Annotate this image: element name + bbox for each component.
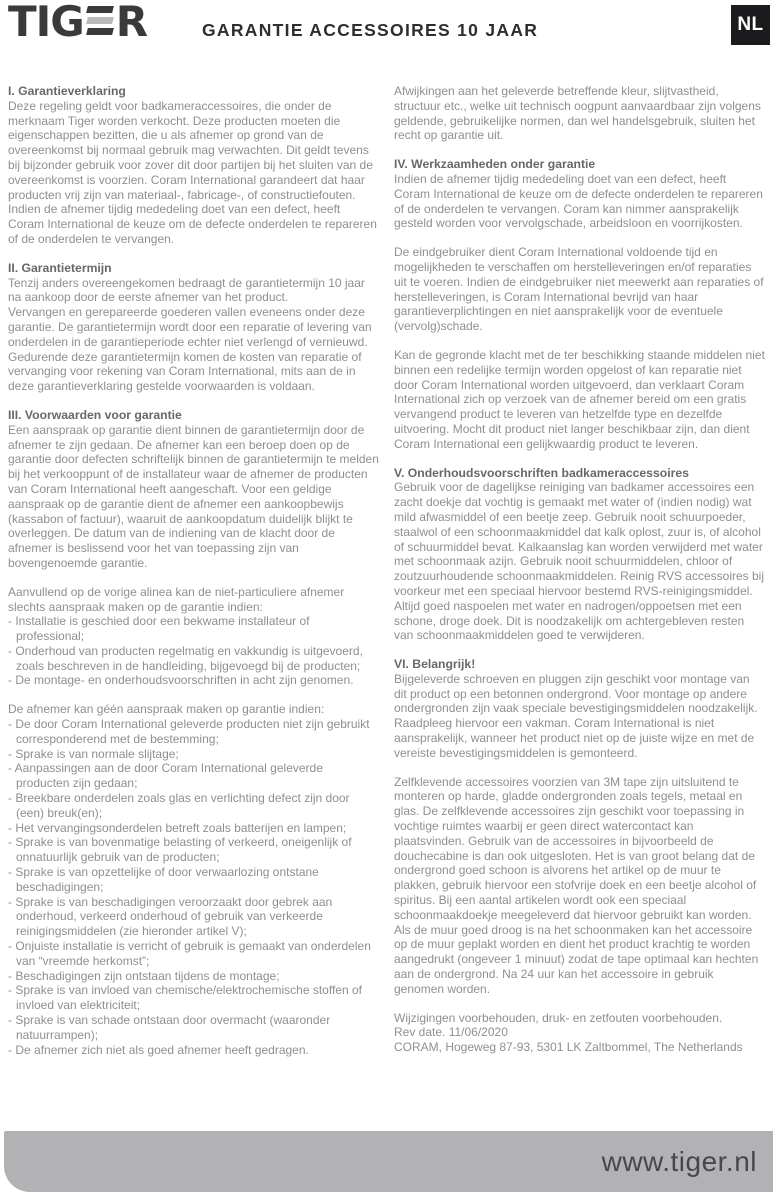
list-item: - Sprake is van opzettelijke of door verwaarlozing ontstane beschadigingen;: [8, 865, 379, 895]
list-item: - De montage- en onderhoudsvoorschriften in acht zijn genomen.: [8, 673, 379, 688]
conditions-list: [8, 614, 379, 688]
paragraph: Vervangen en gerepareerde goederen vallen eveneens onder deze garantie. De garantietermijn wordt door een reparatie of levering van onderdelen in de garantieperiode echter niet verlengd of vernieuwd.: [8, 305, 372, 349]
section-heading: III. Voorwaarden voor garantie: [8, 407, 182, 422]
section-werkzaamheden: [394, 157, 765, 451]
paragraph: Gebruik voor de dagelijkse reiniging van badkamer accessoires een zacht doekje dat vochtig is gemaakt met water of (indien nodig) wat mild afwasmiddel of een beetje zeep. Gebruik nooit schuurpoeder, staalwol of een schoonmaakmiddel dat kalk oplost, zuur is, of alcohol of schuurmiddel bevat. Kalkaanslag kan worden verwijderd met water met schoonmaak azijn. Gebruik nooit schuurmiddelen, chloor of zoutzuurhoudende schoonmaakmiddelen. Reinig RVS accessoires bij voorkeur met een speciaal hiervoor bestemd RVS-reinigingsmiddel. Altijd goed naspoelen met water en nadrogen/oppoetsen met een schone, droge doek. Dit is noodzakelijk om achtergebleven resten van schoonmaakmiddelen goed te verwijderen.: [394, 480, 764, 643]
list-item: - De door Coram International geleverde producten niet zijn gebruikt corresponderend met de bestemming;: [8, 717, 379, 747]
section-voorwaarden-vervolg: [394, 84, 765, 143]
website-url: www.tiger.nl: [601, 1145, 757, 1177]
closing-notes: [394, 1011, 765, 1055]
page-title: GARANTIE ACCESSOIRES 10 JAAR: [202, 20, 539, 40]
list-item: - De afnemer zich niet als goed afnemer heeft gedragen.: [8, 1043, 379, 1058]
rev-date: Rev date. 11/06/2020: [394, 1025, 508, 1040]
paragraph: Afwijkingen aan het geleverde betreffende kleur, slijtvastheid, structuur etc., welke uit technisch oogpunt aanvaardbaar zijn volgens geldende, gebruikelijke normen, dan wel handelsgebruik, sluiten het recht op garantie uit.: [394, 84, 761, 143]
list-item: - Onderhoud van producten regelmatig en vakkundig is uitgevoerd, zoals beschreven in de handleiding, bijgevoegd bij de producten;: [8, 644, 379, 674]
paragraph: Bijgeleverde schroeven en pluggen zijn geschikt voor montage van dit product op een betonnen ondergrond. Voor montage op andere ondergronden zijn vaak speciale bevestigingsmiddelen noodzakelijk. Raadpleeg hiervoor een vakman. Coram International is niet aansprakelijk, wanneer het product niet op de juiste wijze en met de vereiste bevestigingsmiddelen is gemonteerd.: [394, 671, 758, 760]
section-voorwaarden: [8, 408, 379, 1057]
section-garantieverklaring: [8, 84, 379, 247]
list-item: - Sprake is van normale slijtage;: [8, 747, 379, 762]
paragraph: Zelfklevende accessoires voorzien van 3M tape zijn uitsluitend te monteren op harde, gladde ondergronden zoals tegels, metaal en glas. De zelfklevende accessoires zijn geschikt voor toepassing in vochtige ruimtes waarbij er geen direct watercontact kan plaatsvinden. Gebruik van de accessoires in bijvoorbeeld de douchecabine is dan ook uitgesloten. Het is van groot belang dat de ondergrond goed schoon is alvorens het artikel op de muur te plakken, gebruik hiervoor een stofvrije doek en een beetje alcohol of spiritus. Bij een aantal artikelen wordt ook een speciaal schoonmaakdoekje meegeleverd dat hiervoor gebruikt kan worden. Als de muur goed droog is na het schoonmaken kan het accessoire op de muur geplakt worden en dient het product krachtig te worden aangedrukt (ongeveer 1 minuut) zodat de tape optimaal kan hechten aan de ondergrond. Na 24 uur kan het accessoire in gebruik genomen worden.: [394, 774, 759, 996]
list-item: - Beschadigingen zijn ontstaan tijdens de montage;: [8, 969, 379, 984]
section-heading: VI. Belangrijk!: [394, 657, 476, 672]
document-body: [8, 84, 765, 1071]
paragraph: Een aanspraak op garantie dient binnen de garantietermijn door de afnemer te zijn gedaan. De afnemer kan een beroep doen op de garantie door defecten schriftelijk binnen de garantietermijn te melden bij het verkooppunt of de installateur waar de afnemer de producten van Coram International heeft aangeschaft. Voor een geldige aanspraak op de garantie dient de afnemer een aankoopbewijs (kassabon of factuur), waaruit de aankoopdatum duidelijk blijkt te overleggen. De datum van de indiening van de klacht door de afnemer is beslissend voor het van toepassing zijn van bovengenoemde garantie.: [8, 422, 379, 570]
paragraph: De eindgebruiker dient Coram International voldoende tijd en mogelijkheden te verschaffen om herstelleveringen en/of reparaties uit te voeren. Indien de eindgebruiker niet meewerkt aan reparaties of herstelleveringen, is Coram International bevrijd van haar garantieverplichtingen en niet aansprakelijk voor de eventuele (vervolg)schade.: [394, 245, 764, 334]
section-heading: I. Garantieverklaring: [8, 84, 126, 98]
list-item: - Het vervangingsonderdelen betreft zoals batterijen en lampen;: [8, 821, 379, 836]
tiger-logo: [8, 0, 148, 46]
list-intro: De afnemer kan géén aanspraak maken op garantie indien:: [8, 702, 325, 717]
disclaimer-line: Wijzigingen voorbehouden, druk- en zetfouten voorbehouden.: [394, 1010, 723, 1025]
paragraph: Indien de afnemer tijdig mededeling doet van een defect, heeft Coram International de keuze om de defecte onderdelen te repareren of de onderdelen te vervangen. Coram kan nimmer aansprakelijk gesteld worden voor vervolgschade, arbeidsloon en voorrijkosten.: [394, 171, 763, 231]
exclusions-list: [8, 717, 379, 1057]
list-item: - Installatie is geschied door een bekwame installateur of professional;: [8, 614, 379, 644]
left-column: [8, 84, 379, 1071]
list-intro: Aanvullend op de vorige alinea kan de niet-particuliere afnemer slechts aanspraak maken op de garantie indien:: [8, 584, 345, 614]
section-garantietermijn: [8, 261, 379, 394]
paragraph: Kan de gegronde klacht met de ter beschikking staande middelen niet binnen een redelijke termijn worden opgelost of kan reparatie niet door Coram International worden uitgevoerd, dan verklaart Coram International zich op verzoek van de afnemer bereid om een gratis vervangend product te leveren van hetzelfde type en dezelfde uitvoering. Mocht dit product niet langer beschikbaar zijn, dan dient Coram International een gelijkwaardig product te leveren.: [394, 347, 765, 451]
tiger-logo-text-right: R: [115, 0, 148, 46]
paragraph: Deze regeling geldt voor badkameraccessoires, die onder de merknaam Tiger worden verkocht. Deze producten moeten die eigenschappen bezitten, die u als afnemer op grond van de overeenkomst bij normaal gebruik mag verwachten. Dit geldt tevens bij bijzonder gebruik voor zover dit door partijen bij het sluiten van de overeenkomst is voorzien. Coram International garandeert dat haar producten vrij zijn van materiaal-, fabricage-, of constructiefouten. Indien de afnemer tijdig mededeling doet van een defect, heeft Coram International de keuze om de defecte onderdelen te repareren of de onderdelen te vervangen.: [8, 98, 377, 246]
list-item: - Onjuiste installatie is verricht of gebruik is gemaakt van onderdelen van “vreemde herkomst”;: [8, 939, 379, 969]
paragraph: Gedurende deze garantietermijn komen de kosten van reparatie of vervanging voor rekening van Coram International, mits aan de in deze garantieverklaring gestelde voorwaarden is voldaan.: [8, 349, 362, 394]
company-address: CORAM, Hogeweg 87-93, 5301 LK Zaltbommel, The Netherlands: [394, 1040, 743, 1055]
section-belangrijk: [394, 657, 765, 997]
logo-stylized-e-icon: [87, 6, 113, 36]
section-heading: II. Garantietermijn: [8, 260, 112, 275]
paragraph: Tenzij anders overeengekomen bedraagt de garantietermijn 10 jaar na aankoop door de eerste afnemer van het product.: [8, 275, 365, 305]
section-onderhoudsvoorschriften: [394, 466, 765, 644]
tiger-logo-text-left: TIG: [8, 0, 84, 46]
list-item: - Sprake is van bovenmatige belasting of verkeerd, oneigenlijk of onnatuurlijk gebruik van de producten;: [8, 835, 379, 865]
section-heading: V. Onderhoudsvoorschriften badkameraccessoires: [394, 465, 689, 480]
language-badge: NL: [731, 5, 770, 45]
list-item: - Breekbare onderdelen zoals glas en verlichting defect zijn door (een) breuk(en);: [8, 791, 379, 821]
list-item: - Aanpassingen aan de door Coram International geleverde producten zijn gedaan;: [8, 761, 379, 791]
list-item: - Sprake is van invloed van chemische/elektrochemische stoffen of invloed van elektriciteit;: [8, 983, 379, 1013]
section-heading: IV. Werkzaamheden onder garantie: [394, 157, 596, 172]
footer-bar: [4, 1131, 773, 1192]
right-column: [394, 84, 765, 1071]
list-item: - Sprake is van schade ontstaan door overmacht (waaronder natuurrampen);: [8, 1013, 379, 1043]
list-item: - Sprake is van beschadigingen veroorzaakt door gebrek aan onderhoud, verkeerd onderhoud of gebruik van verkeerde reinigingsmiddelen (zie hieronder artikel V);: [8, 895, 379, 939]
